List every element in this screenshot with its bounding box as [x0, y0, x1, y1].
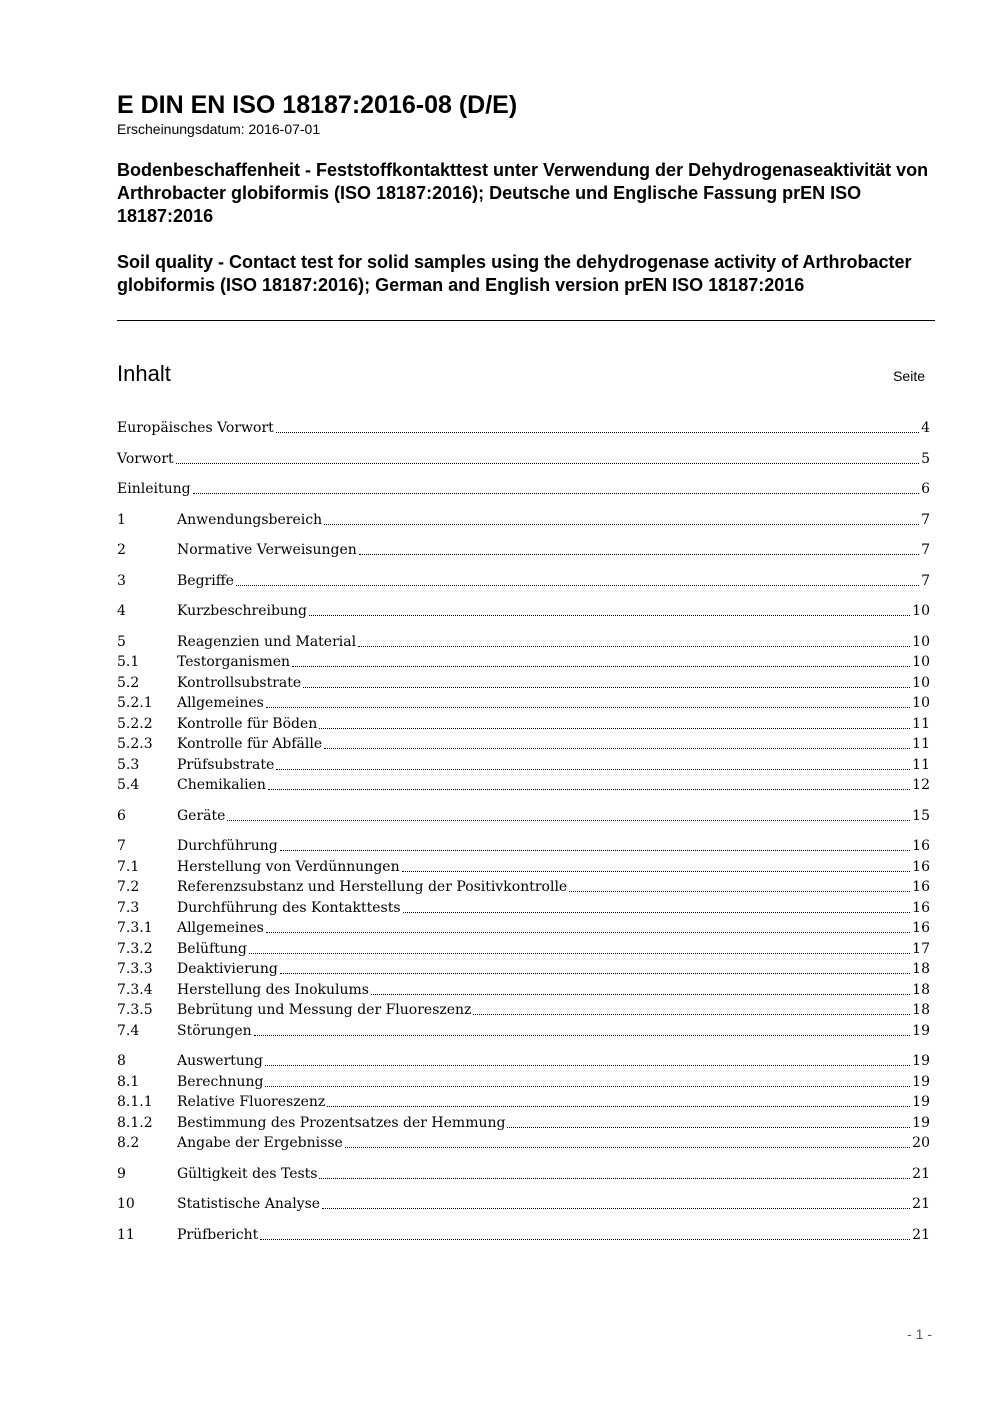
toc-dot-leader: [260, 1238, 910, 1240]
toc-entry-label: Kontrolle für Abfälle: [177, 736, 323, 752]
toc-dot-leader: [303, 686, 910, 688]
toc-entry-number: 8: [117, 1053, 126, 1069]
toc-entry-page: 19: [912, 1053, 930, 1069]
toc-entry[interactable]: [117, 631, 930, 651]
toc-entry-number: 7.3.3: [117, 961, 153, 977]
toc-dot-leader: [249, 952, 910, 954]
document-id: E DIN EN ISO 18187:2016-08 (D/E): [117, 91, 518, 119]
toc-entry-page: 11: [912, 736, 930, 752]
publication-date: Erscheinungsdatum: 2016-07-01: [117, 121, 321, 137]
toc-entry-page: 18: [912, 961, 930, 977]
toc-dot-leader: [322, 1207, 910, 1209]
toc-entry-page: 21: [912, 1166, 930, 1182]
toc-entry[interactable]: [117, 1020, 930, 1040]
toc-entry-page: 11: [912, 757, 930, 773]
toc-entry-page: 18: [912, 982, 930, 998]
toc-dot-leader: [292, 665, 910, 667]
toc-entry[interactable]: [117, 509, 930, 529]
toc-dot-leader: [265, 1064, 910, 1066]
toc-entry[interactable]: [117, 897, 930, 917]
toc-entry-label: Prüfbericht: [177, 1227, 259, 1243]
toc-entry-page: 18: [912, 1002, 930, 1018]
toc-dot-leader: [324, 523, 919, 525]
toc-dot-leader: [227, 819, 910, 821]
toc-entry-label: Allgemeines: [177, 920, 264, 936]
toc-entry[interactable]: [117, 1091, 930, 1111]
toc-entry-page: 12: [912, 777, 930, 793]
header-divider: [117, 320, 935, 321]
toc-entry-label: Berechnung: [177, 1074, 264, 1090]
toc-entry-number: 6: [117, 808, 126, 824]
toc-dot-leader: [507, 1126, 910, 1128]
toc-entry-page: 16: [912, 920, 930, 936]
toc-entry-page: 15: [912, 808, 930, 824]
toc-entry-number: 7.1: [117, 859, 140, 875]
toc-entry-page: 21: [912, 1196, 930, 1212]
toc-entry-label: Bestimmung des Prozentsatzes der Hemmung: [177, 1115, 506, 1131]
toc-entry-label: Testorganismen: [177, 654, 291, 670]
toc-entry-page: 7: [921, 542, 930, 558]
toc-dot-leader: [319, 1177, 910, 1179]
toc-entry-label: Auswertung: [177, 1053, 263, 1069]
toc-entry-number: 7.4: [117, 1023, 140, 1039]
toc-entry-label: Gültigkeit des Tests: [177, 1166, 318, 1182]
toc-entry-number: 2: [117, 542, 126, 558]
toc-entry-number: 5.3: [117, 757, 140, 773]
toc-entry-number: 10: [117, 1196, 135, 1212]
toc-entry-label: Herstellung von Verdünnungen: [177, 859, 400, 875]
toc-dot-leader: [358, 645, 910, 647]
toc-dot-leader: [319, 727, 910, 729]
toc-entry[interactable]: [117, 478, 930, 498]
toc-entry-label: Durchführung des Kontakttests: [177, 900, 401, 916]
toc-dot-leader: [236, 584, 919, 586]
toc-entry-number: 9: [117, 1166, 126, 1182]
toc-entry[interactable]: [117, 1112, 930, 1132]
toc-entry[interactable]: [117, 958, 930, 978]
toc-entry-label: Europäisches Vorwort: [117, 420, 274, 436]
toc-dot-leader: [266, 931, 910, 933]
toc-entry-page: 16: [912, 879, 930, 895]
toc-entry-label: Allgemeines: [177, 695, 264, 711]
toc-entry[interactable]: [117, 651, 930, 671]
toc-entry-number: 11: [117, 1227, 135, 1243]
toc-entry[interactable]: [117, 774, 930, 794]
toc-entry[interactable]: [117, 835, 930, 855]
toc-entry[interactable]: [117, 876, 930, 896]
toc-entry-page: 5: [921, 451, 930, 467]
toc-dot-leader: [345, 1146, 910, 1148]
toc-entry-page: 7: [921, 573, 930, 589]
footer-page-number: - 1 -: [907, 1326, 932, 1342]
toc-entry-label: Geräte: [177, 808, 226, 824]
toc-entry[interactable]: [117, 713, 930, 733]
toc-entry-label: Vorwort: [117, 451, 174, 467]
toc-dot-leader: [324, 747, 910, 749]
toc-page-label: Seite: [893, 368, 925, 384]
toc-entry-number: 7.3.4: [117, 982, 153, 998]
toc-entry[interactable]: [117, 733, 930, 753]
toc-entry[interactable]: [117, 856, 930, 876]
title-english: Soil quality - Contact test for solid samples using the dehydrogenase activity of Arthrobacter globiformis (ISO 18187:2016); German and English version prEN ISO 18187:2016: [117, 252, 912, 295]
toc-entry-label: Belüftung: [177, 941, 247, 957]
toc-entry-page: 4: [921, 420, 930, 436]
toc-entry-page: 17: [912, 941, 930, 957]
toc-entry-page: 10: [912, 634, 930, 650]
toc-entry-number: 7.3.2: [117, 941, 153, 957]
toc-entry-label: Begriffe: [177, 573, 234, 589]
toc-entry-number: 5.2.3: [117, 736, 153, 752]
toc-entry-number: 1: [117, 512, 126, 528]
toc-entry-page: 10: [912, 654, 930, 670]
toc-entry-label: Herstellung des Inokulums: [177, 982, 369, 998]
toc-entry-number: 8.1: [117, 1074, 140, 1090]
toc-dot-leader: [309, 614, 910, 616]
toc-entry[interactable]: [117, 1132, 930, 1152]
toc-entry[interactable]: [117, 448, 930, 468]
toc-entry-label: Statistische Analyse: [177, 1196, 321, 1212]
toc-entry-number: 5.4: [117, 777, 140, 793]
toc-heading: Inhalt: [117, 361, 171, 386]
toc-entry[interactable]: [117, 999, 930, 1019]
toc-entry-page: 6: [921, 481, 930, 497]
toc-entry-label: Bebrütung und Messung der Fluoreszenz: [177, 1002, 472, 1018]
toc-entry-number: 7.3: [117, 900, 140, 916]
toc-entry-page: 19: [912, 1023, 930, 1039]
toc-entry-number: 8.1.1: [117, 1094, 153, 1110]
toc-dot-leader: [371, 993, 910, 995]
toc-entry-number: 5.2.2: [117, 716, 153, 732]
toc-entry[interactable]: [117, 417, 930, 437]
toc-entry[interactable]: [117, 539, 930, 559]
toc-entry[interactable]: [117, 1224, 930, 1244]
toc-dot-leader: [193, 492, 920, 494]
toc-entry-label: Normative Verweisungen: [177, 542, 357, 558]
toc-entry-number: 3: [117, 573, 126, 589]
toc-entry-page: 21: [912, 1227, 930, 1243]
toc-entry-page: 16: [912, 859, 930, 875]
toc-entry[interactable]: [117, 754, 930, 774]
toc-entry-label: Störungen: [177, 1023, 252, 1039]
toc-dot-leader: [268, 788, 910, 790]
toc-entry-page: 7: [921, 512, 930, 528]
toc-entry-number: 7.3.5: [117, 1002, 153, 1018]
toc-dot-leader: [402, 870, 911, 872]
toc-entry-number: 5.2: [117, 675, 140, 691]
toc-entry-label: Referenzsubstanz und Herstellung der Positivkontrolle: [177, 879, 568, 895]
toc-entry-number: 4: [117, 603, 126, 619]
toc-entry[interactable]: [117, 917, 930, 937]
toc-dot-leader: [473, 1013, 910, 1015]
toc-entry[interactable]: [117, 600, 930, 620]
toc-entry-number: 8.2: [117, 1135, 140, 1151]
toc-entry[interactable]: [117, 570, 930, 590]
toc-entry-label: Reagenzien und Material: [177, 634, 357, 650]
toc-dot-leader: [403, 911, 911, 913]
toc-entry-label: Prüfsubstrate: [177, 757, 275, 773]
toc-entry[interactable]: [117, 1050, 930, 1070]
toc-entry-page: 19: [912, 1094, 930, 1110]
toc-entry[interactable]: [117, 979, 930, 999]
toc-entry-number: 7.3.1: [117, 920, 153, 936]
toc-entry-page: 10: [912, 695, 930, 711]
toc-entry-label: Deaktivierung: [177, 961, 278, 977]
toc-entry[interactable]: [117, 672, 930, 692]
toc-entry[interactable]: [117, 938, 930, 958]
toc-entry[interactable]: [117, 1071, 930, 1091]
toc-dot-leader: [266, 706, 910, 708]
toc-entry-label: Durchführung: [177, 838, 278, 854]
toc-entry-page: 10: [912, 603, 930, 619]
toc-dot-leader: [176, 462, 919, 464]
toc-dot-leader: [265, 1085, 910, 1087]
toc-entry-number: 5.1: [117, 654, 140, 670]
toc-entry-page: 19: [912, 1115, 930, 1131]
toc-entry-label: Angabe der Ergebnisse: [177, 1135, 343, 1151]
toc-entry-page: 10: [912, 675, 930, 691]
toc-entry-page: 16: [912, 838, 930, 854]
toc-entry-number: 5: [117, 634, 126, 650]
toc-entry-number: 7.2: [117, 879, 140, 895]
toc-dot-leader: [569, 890, 910, 892]
toc-entry[interactable]: [117, 805, 930, 825]
toc-entry-number: 5.2.1: [117, 695, 153, 711]
toc-entry-label: Anwendungsbereich: [177, 512, 323, 528]
toc-entry-label: Kontrolle für Böden: [177, 716, 318, 732]
toc-dot-leader: [276, 431, 919, 433]
toc-entry-label: Kurzbeschreibung: [177, 603, 307, 619]
toc-dot-leader: [327, 1105, 910, 1107]
toc-entry-label: Chemikalien: [177, 777, 266, 793]
toc-dot-leader: [280, 849, 910, 851]
toc-entry[interactable]: [117, 1193, 930, 1213]
toc-entry-number: 8.1.2: [117, 1115, 153, 1131]
toc-entry-number: 7: [117, 838, 126, 854]
toc-dot-leader: [280, 972, 910, 974]
toc-entry-page: 16: [912, 900, 930, 916]
toc-dot-leader: [254, 1034, 911, 1036]
toc-entry-label: Relative Fluoreszenz: [177, 1094, 326, 1110]
toc-dot-leader: [359, 553, 919, 555]
toc-entry[interactable]: [117, 692, 930, 712]
toc-entry-page: 11: [912, 716, 930, 732]
toc-entry-label: Kontrollsubstrate: [177, 675, 302, 691]
toc-entry[interactable]: [117, 1163, 930, 1183]
toc-dot-leader: [276, 768, 910, 770]
toc-entry-page: 19: [912, 1074, 930, 1090]
toc-entry-label: Einleitung: [117, 481, 191, 497]
title-german: Bodenbeschaffenheit - Feststoffkontakttest unter Verwendung der Dehydrogenaseaktivität von Arthrobacter globiformis (ISO 18187:2016); Deutsche und Englische Fassung prEN ISO 18187:2016: [117, 160, 929, 226]
toc-entry-page: 20: [912, 1135, 930, 1151]
